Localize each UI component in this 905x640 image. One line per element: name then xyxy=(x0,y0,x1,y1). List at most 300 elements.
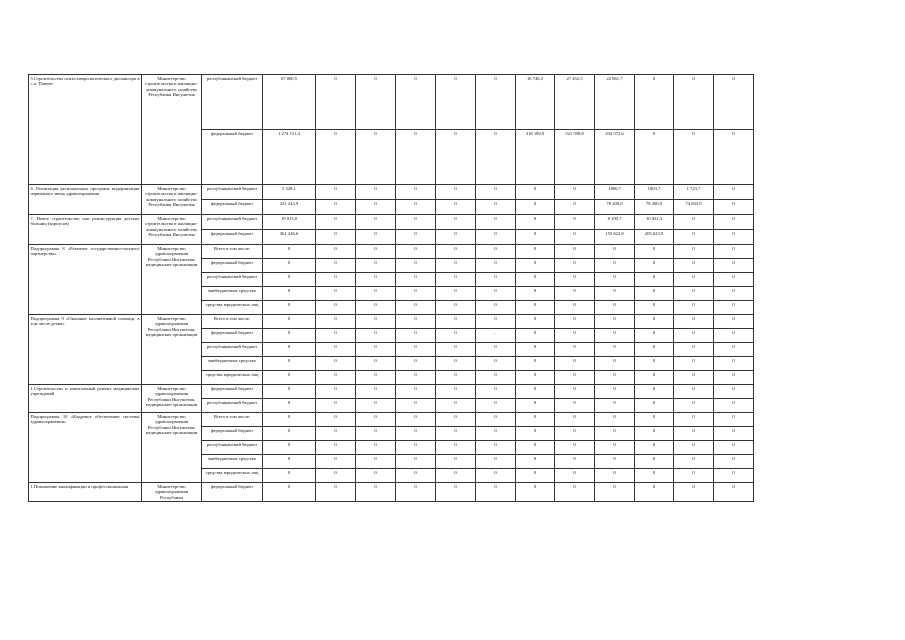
year-amount-cell: 0 xyxy=(396,483,436,502)
year-amount-cell: 0 xyxy=(516,329,555,343)
year-amount-cell: 0 xyxy=(436,301,476,315)
year-amount-cell: 0 xyxy=(356,215,396,230)
total-amount-cell: 0 xyxy=(263,427,316,441)
responsible-executor-cell: Министерство здравоохранения Республики Ингушетия, медицинские организации xyxy=(142,413,202,483)
year-amount-cell: 0 xyxy=(476,399,516,413)
year-amount-cell: 0 xyxy=(436,483,476,502)
year-amount-cell: 0 xyxy=(555,441,595,455)
year-amount-cell: 0 xyxy=(476,371,516,385)
year-amount-cell: 0 xyxy=(555,385,595,399)
funding-source-cell: федеральный бюджет xyxy=(202,329,263,343)
year-amount-cell: 0 xyxy=(595,329,635,343)
year-amount-cell: 0 xyxy=(714,469,754,483)
year-amount-cell: 0 xyxy=(635,301,674,315)
year-amount-cell: 0 xyxy=(396,75,436,130)
year-amount-cell: 0 xyxy=(316,215,356,230)
year-amount-cell: 0 xyxy=(595,315,635,329)
year-amount-cell: 0 xyxy=(555,413,595,427)
funding-source-cell: республиканский бюджет xyxy=(202,215,263,230)
year-amount-cell: 0 xyxy=(635,343,674,357)
year-amount-cell: 22 861,7 xyxy=(595,75,635,130)
year-amount-cell: 0 xyxy=(396,357,436,371)
year-amount-cell: 74 843,9 xyxy=(674,200,714,215)
year-amount-cell: 0 xyxy=(674,315,714,329)
funding-source-cell: федеральный бюджет xyxy=(202,427,263,441)
total-amount-cell: 0 xyxy=(263,259,316,273)
year-amount-cell: 0 xyxy=(476,230,516,245)
funding-source-cell: Всего в том числе: xyxy=(202,245,263,259)
year-amount-cell: 0 xyxy=(516,287,555,301)
year-amount-cell: 0 xyxy=(476,130,516,185)
year-amount-cell: 0 xyxy=(674,130,714,185)
year-amount-cell: 0 xyxy=(555,315,595,329)
year-amount-cell: 0 xyxy=(476,185,516,200)
year-amount-cell: 0 xyxy=(714,130,754,185)
year-amount-cell: 0 xyxy=(674,259,714,273)
year-amount-cell: 0 xyxy=(516,371,555,385)
year-amount-cell: 0 xyxy=(635,245,674,259)
measure-name-cell: 7. Новое строительство или реконструкция детских больниц (корпусов) xyxy=(29,215,142,245)
total-amount-cell: 0 xyxy=(263,483,316,502)
year-amount-cell: 0 xyxy=(516,455,555,469)
year-amount-cell: 1803,7 xyxy=(635,185,674,200)
year-amount-cell: 0 xyxy=(714,287,754,301)
responsible-executor-cell: Министерство здравоохранения Республики xyxy=(142,483,202,502)
table-row xyxy=(29,245,754,259)
year-amount-cell: 0 xyxy=(714,185,754,200)
funding-source-cell: средства юридических лиц xyxy=(202,301,263,315)
year-amount-cell: 1 723,7 xyxy=(674,185,714,200)
responsible-executor-cell: Министерство здравоохранения Республики Ингушетия, медицинские организации xyxy=(142,385,202,413)
budget-table xyxy=(28,74,754,502)
year-amount-cell: 0 xyxy=(316,185,356,200)
year-amount-cell: 0 xyxy=(555,200,595,215)
year-amount-cell: 0 xyxy=(555,287,595,301)
year-amount-cell: 0 xyxy=(316,385,356,399)
year-amount-cell: 0 xyxy=(714,75,754,130)
total-amount-cell: 0 xyxy=(263,287,316,301)
year-amount-cell: 0 xyxy=(674,230,714,245)
total-amount-cell: 0 xyxy=(263,441,316,455)
year-amount-cell: 0 xyxy=(635,315,674,329)
year-amount-cell: 0 xyxy=(316,200,356,215)
year-amount-cell: 0 xyxy=(396,441,436,455)
year-amount-cell: 0 xyxy=(555,185,595,200)
year-amount-cell: 0 xyxy=(595,455,635,469)
year-amount-cell: 0 xyxy=(436,273,476,287)
year-amount-cell: 0 xyxy=(316,399,356,413)
year-amount-cell: 0 xyxy=(595,385,635,399)
year-amount-cell: 0 xyxy=(674,287,714,301)
year-amount-cell: 0 xyxy=(476,385,516,399)
year-amount-cell: 0 xyxy=(595,427,635,441)
year-amount-cell: 0 xyxy=(555,329,595,343)
year-amount-cell: 0 xyxy=(555,371,595,385)
year-amount-cell: 0 xyxy=(396,245,436,259)
total-amount-cell: 0 xyxy=(263,385,316,399)
year-amount-cell: 0 xyxy=(316,483,356,502)
total-amount-cell: 0 xyxy=(263,301,316,315)
year-amount-cell: 0 xyxy=(436,259,476,273)
year-amount-cell: 0 xyxy=(316,287,356,301)
year-amount-cell: 0 xyxy=(595,287,635,301)
year-amount-cell: 0 xyxy=(396,329,436,343)
year-amount-cell: 0 xyxy=(396,200,436,215)
year-amount-cell: 0 xyxy=(476,427,516,441)
year-amount-cell: 0 xyxy=(555,427,595,441)
year-amount-cell: 0 xyxy=(595,371,635,385)
year-amount-cell: 0 xyxy=(714,483,754,502)
total-amount-cell: 0 xyxy=(263,315,316,329)
year-amount-cell: 0 xyxy=(356,399,396,413)
year-amount-cell: 0 xyxy=(436,230,476,245)
year-amount-cell: 0 xyxy=(436,441,476,455)
year-amount-cell: 0 xyxy=(555,399,595,413)
year-amount-cell: 0 xyxy=(714,215,754,230)
total-amount-cell: 361 246,6 xyxy=(263,230,316,245)
year-amount-cell: 0 xyxy=(316,130,356,185)
funding-source-cell: федеральный бюджет xyxy=(202,483,263,502)
year-amount-cell: 0 xyxy=(635,287,674,301)
total-amount-cell: 0 xyxy=(263,329,316,343)
year-amount-cell: 0 xyxy=(436,130,476,185)
year-amount-cell: 0 xyxy=(555,469,595,483)
year-amount-cell: 0 xyxy=(516,315,555,329)
table-row xyxy=(29,413,754,427)
year-amount-cell: 0 xyxy=(635,455,674,469)
year-amount-cell: 0 xyxy=(714,427,754,441)
year-amount-cell: 0 xyxy=(476,469,516,483)
year-amount-cell: 0 xyxy=(356,200,396,215)
funding-source-cell: средства юридических лиц xyxy=(202,469,263,483)
responsible-executor-cell: Министерство строительства и жилищно-коммунального хозяйства Республики Ингушетия xyxy=(142,185,202,215)
year-amount-cell: 0 xyxy=(436,427,476,441)
year-amount-cell: 0 xyxy=(516,385,555,399)
year-amount-cell: 0 xyxy=(396,315,436,329)
year-amount-cell: 0 xyxy=(356,371,396,385)
year-amount-cell: 0 xyxy=(674,329,714,343)
total-amount-cell: 0 xyxy=(263,413,316,427)
year-amount-cell: 0 xyxy=(516,441,555,455)
year-amount-cell: 0 xyxy=(436,371,476,385)
year-amount-cell: 0 xyxy=(674,385,714,399)
year-amount-cell: 1800,7 xyxy=(595,185,635,200)
year-amount-cell: 0 xyxy=(396,287,436,301)
year-amount-cell: 0 xyxy=(714,399,754,413)
year-amount-cell: 318 180,9 xyxy=(516,130,555,185)
year-amount-cell: 0 xyxy=(476,200,516,215)
year-amount-cell: 0 xyxy=(635,469,674,483)
year-amount-cell: 0 xyxy=(356,259,396,273)
year-amount-cell: 0 xyxy=(356,441,396,455)
year-amount-cell: 0 xyxy=(635,371,674,385)
year-amount-cell: 0 xyxy=(595,441,635,455)
year-amount-cell: 0 xyxy=(555,273,595,287)
year-amount-cell: 0 xyxy=(436,75,476,130)
year-amount-cell: 0 xyxy=(714,200,754,215)
year-amount-cell: 0 xyxy=(516,357,555,371)
year-amount-cell: 0 xyxy=(356,287,396,301)
year-amount-cell: 0 xyxy=(516,230,555,245)
year-amount-cell: 0 xyxy=(356,455,396,469)
year-amount-cell: 0 xyxy=(476,75,516,130)
year-amount-cell: 0 xyxy=(436,215,476,230)
year-amount-cell: 0 xyxy=(316,469,356,483)
year-amount-cell: 0 xyxy=(595,301,635,315)
measure-name-cell: 6. Реализация региональных программ модернизации первичного звена здравоохранения xyxy=(29,185,142,215)
year-amount-cell: 0 xyxy=(555,230,595,245)
year-amount-cell: 0 xyxy=(356,427,396,441)
year-amount-cell: 0 xyxy=(396,427,436,441)
year-amount-cell: 0 xyxy=(316,273,356,287)
year-amount-cell: 8 190,7 xyxy=(595,215,635,230)
total-amount-cell: 19 013,0 xyxy=(263,215,316,230)
year-amount-cell: 0 xyxy=(396,130,436,185)
responsible-executor-cell: Министерство строительства и жилищно-коммунального хозяйства Республики Ингушетия xyxy=(142,75,202,185)
total-amount-cell: 0 xyxy=(263,343,316,357)
year-amount-cell: 0 xyxy=(595,399,635,413)
year-amount-cell: 0 xyxy=(356,469,396,483)
total-amount-cell: 0 xyxy=(263,245,316,259)
year-amount-cell: 0 xyxy=(396,259,436,273)
year-amount-cell: 0 xyxy=(595,483,635,502)
year-amount-cell: 0 xyxy=(714,441,754,455)
year-amount-cell: 0 xyxy=(356,301,396,315)
measure-name-cell: Подпрограмма 9 «Оказание паллиативной помощи, в том числе детям» xyxy=(29,315,142,385)
year-amount-cell: 0 xyxy=(635,399,674,413)
table-row xyxy=(29,385,754,399)
year-amount-cell: 0 xyxy=(595,469,635,483)
total-amount-cell: 0 xyxy=(263,455,316,469)
year-amount-cell: 0 xyxy=(396,469,436,483)
year-amount-cell: 0 xyxy=(476,441,516,455)
year-amount-cell: 0 xyxy=(356,483,396,502)
year-amount-cell: 0 xyxy=(555,483,595,502)
responsible-executor-cell: Министерство здравоохранения Республики Ингушетия, медицинские организации xyxy=(142,315,202,385)
year-amount-cell: 0 xyxy=(396,230,436,245)
year-amount-cell: 0 xyxy=(516,301,555,315)
table-row xyxy=(29,75,754,130)
year-amount-cell: 0 xyxy=(714,301,754,315)
year-amount-cell: 0 xyxy=(356,329,396,343)
year-amount-cell: 0 xyxy=(635,75,674,130)
year-amount-cell: 0 xyxy=(674,483,714,502)
year-amount-cell: 0 xyxy=(436,385,476,399)
year-amount-cell: 0 xyxy=(476,301,516,315)
year-amount-cell: 0 xyxy=(714,413,754,427)
funding-source-cell: федеральный бюджет xyxy=(202,259,263,273)
year-amount-cell: 0 xyxy=(516,259,555,273)
year-amount-cell: 0 xyxy=(356,357,396,371)
year-amount-cell: 0 xyxy=(316,230,356,245)
year-amount-cell: 0 xyxy=(396,185,436,200)
year-amount-cell: 0 xyxy=(674,413,714,427)
year-amount-cell: 0 xyxy=(356,130,396,185)
year-amount-cell: 0 xyxy=(316,455,356,469)
year-amount-cell: 0 xyxy=(714,259,754,273)
measure-name-cell: 1.Строительство и капитальный ремонт медицинских учреждений xyxy=(29,385,142,413)
year-amount-cell: 0 xyxy=(714,371,754,385)
year-amount-cell: 0 xyxy=(674,427,714,441)
year-amount-cell: 0 xyxy=(356,230,396,245)
year-amount-cell: 0 xyxy=(316,413,356,427)
year-amount-cell: . xyxy=(476,329,516,343)
total-amount-cell: 1 274 151,4 xyxy=(263,130,316,185)
year-amount-cell: 0 xyxy=(476,273,516,287)
year-amount-cell: 0 xyxy=(714,273,754,287)
funding-source-cell: республиканский бюджет xyxy=(202,185,263,200)
year-amount-cell: 0 xyxy=(316,427,356,441)
year-amount-cell: 0 xyxy=(476,483,516,502)
year-amount-cell: 0 xyxy=(714,315,754,329)
year-amount-cell: 0 xyxy=(356,185,396,200)
year-amount-cell: 0 xyxy=(555,245,595,259)
year-amount-cell: 0 xyxy=(595,357,635,371)
year-amount-cell: 0 xyxy=(396,273,436,287)
year-amount-cell: 0 xyxy=(316,75,356,130)
year-amount-cell: 0 xyxy=(476,245,516,259)
year-amount-cell: 16 746,3 xyxy=(516,75,555,130)
year-amount-cell: 0 xyxy=(436,399,476,413)
year-amount-cell: 0 xyxy=(316,343,356,357)
year-amount-cell: 0 xyxy=(714,343,754,357)
year-amount-cell: 0 xyxy=(476,259,516,273)
total-amount-cell: 0 xyxy=(263,399,316,413)
total-amount-cell: 0 xyxy=(263,371,316,385)
year-amount-cell: 0 xyxy=(635,385,674,399)
year-amount-cell: 0 xyxy=(674,273,714,287)
funding-source-cell: федеральный бюджет xyxy=(202,200,263,215)
year-amount-cell: 0 xyxy=(356,245,396,259)
year-amount-cell: 0 xyxy=(714,385,754,399)
year-amount-cell: 78 200,0 xyxy=(635,200,674,215)
year-amount-cell: 0 xyxy=(714,245,754,259)
year-amount-cell: 0 xyxy=(316,371,356,385)
funding-source-cell: республиканский бюджет xyxy=(202,343,263,357)
year-amount-cell: 0 xyxy=(396,343,436,357)
year-amount-cell: 0 xyxy=(356,315,396,329)
year-amount-cell: 0 xyxy=(436,455,476,469)
year-amount-cell: 434 372,6 xyxy=(595,130,635,185)
year-amount-cell: 0 xyxy=(555,215,595,230)
year-amount-cell: 0 xyxy=(356,413,396,427)
year-amount-cell: 0 xyxy=(516,483,555,502)
table-row xyxy=(29,215,754,230)
year-amount-cell: 0 xyxy=(316,315,356,329)
year-amount-cell: 0 xyxy=(635,130,674,185)
year-amount-cell: 0 xyxy=(674,301,714,315)
year-amount-cell: 0 xyxy=(476,315,516,329)
year-amount-cell: 0 xyxy=(674,399,714,413)
year-amount-cell: 0 xyxy=(595,413,635,427)
year-amount-cell: 0 xyxy=(396,215,436,230)
year-amount-cell: 155 622,8 xyxy=(595,230,635,245)
table-row xyxy=(29,315,754,329)
year-amount-cell: 0 xyxy=(555,259,595,273)
year-amount-cell: 0 xyxy=(476,343,516,357)
year-amount-cell: 0 xyxy=(555,455,595,469)
funding-source-cell: федеральный бюджет xyxy=(202,130,263,185)
measure-name-cell: Подпрограмма 8 «Развитие государственно-частного партнерства» xyxy=(29,245,142,315)
year-amount-cell: 0 xyxy=(674,75,714,130)
year-amount-cell: 0 xyxy=(595,273,635,287)
funding-source-cell: Всего в том числе: xyxy=(202,315,263,329)
year-amount-cell: 0 xyxy=(316,441,356,455)
year-amount-cell: 0 xyxy=(436,315,476,329)
year-amount-cell: 0 xyxy=(714,357,754,371)
year-amount-cell: 0 xyxy=(516,343,555,357)
year-amount-cell: 0 xyxy=(516,245,555,259)
year-amount-cell: 0 xyxy=(396,301,436,315)
year-amount-cell: 0 xyxy=(356,75,396,130)
year-amount-cell: 0 xyxy=(635,427,674,441)
year-amount-cell: 0 xyxy=(555,357,595,371)
year-amount-cell: 0 xyxy=(555,343,595,357)
year-amount-cell: 0 xyxy=(436,343,476,357)
year-amount-cell: 0 xyxy=(436,469,476,483)
measure-name-cell: 1.Повышение квалификации и профессиональная xyxy=(29,483,142,502)
year-amount-cell: 27 452,5 xyxy=(555,75,595,130)
year-amount-cell: 0 xyxy=(674,441,714,455)
total-amount-cell: 5 328,1 xyxy=(263,185,316,200)
year-amount-cell: 0 xyxy=(674,245,714,259)
year-amount-cell: 0 xyxy=(396,385,436,399)
year-amount-cell: 0 xyxy=(555,301,595,315)
year-amount-cell: 0 xyxy=(476,413,516,427)
year-amount-cell: 0 xyxy=(635,357,674,371)
year-amount-cell: 0 xyxy=(396,371,436,385)
funding-source-cell: республиканский бюджет xyxy=(202,75,263,130)
responsible-executor-cell: Министерство строительства и жилищно-коммунального хозяйства Республики Ингушетия xyxy=(142,215,202,245)
year-amount-cell: 0 xyxy=(436,329,476,343)
year-amount-cell: 0 xyxy=(595,259,635,273)
year-amount-cell: 0 xyxy=(674,469,714,483)
year-amount-cell: 0 xyxy=(714,329,754,343)
year-amount-cell: 0 xyxy=(316,301,356,315)
year-amount-cell: 0 xyxy=(516,200,555,215)
funding-source-cell: Всего в том числе: xyxy=(202,413,263,427)
year-amount-cell: 521 598,8 xyxy=(555,130,595,185)
funding-source-cell: внебюджетные средства xyxy=(202,287,263,301)
year-amount-cell: 0 xyxy=(396,455,436,469)
year-amount-cell: 0 xyxy=(356,385,396,399)
year-amount-cell: 0 xyxy=(436,185,476,200)
year-amount-cell: 78 200,0 xyxy=(595,200,635,215)
year-amount-cell: 0 xyxy=(316,329,356,343)
year-amount-cell: 0 xyxy=(516,399,555,413)
year-amount-cell: 0 xyxy=(516,427,555,441)
year-amount-cell: 0 xyxy=(476,357,516,371)
funding-source-cell: федеральный бюджет xyxy=(202,230,263,245)
year-amount-cell: 0 xyxy=(635,273,674,287)
year-amount-cell: 0 xyxy=(436,287,476,301)
funding-source-cell: федеральный бюджет xyxy=(202,385,263,399)
responsible-executor-cell: Министерство здравоохранения Республики Ингушетия, медицинские организации xyxy=(142,245,202,315)
year-amount-cell: 0 xyxy=(635,483,674,502)
total-amount-cell: 0 xyxy=(263,469,316,483)
measure-name-cell: 5.Строительство психо-неврологического диспансера в с.п. Плиево xyxy=(29,75,142,185)
year-amount-cell: 0 xyxy=(396,413,436,427)
total-amount-cell: 67 060,5 xyxy=(263,75,316,130)
year-amount-cell: 0 xyxy=(356,343,396,357)
year-amount-cell: 0 xyxy=(674,215,714,230)
year-amount-cell: 0 xyxy=(674,343,714,357)
year-amount-cell: 0 xyxy=(635,441,674,455)
year-amount-cell: 0 xyxy=(316,259,356,273)
year-amount-cell: 205 623,9 xyxy=(635,230,674,245)
year-amount-cell: 0 xyxy=(516,413,555,427)
year-amount-cell: 0 xyxy=(476,455,516,469)
